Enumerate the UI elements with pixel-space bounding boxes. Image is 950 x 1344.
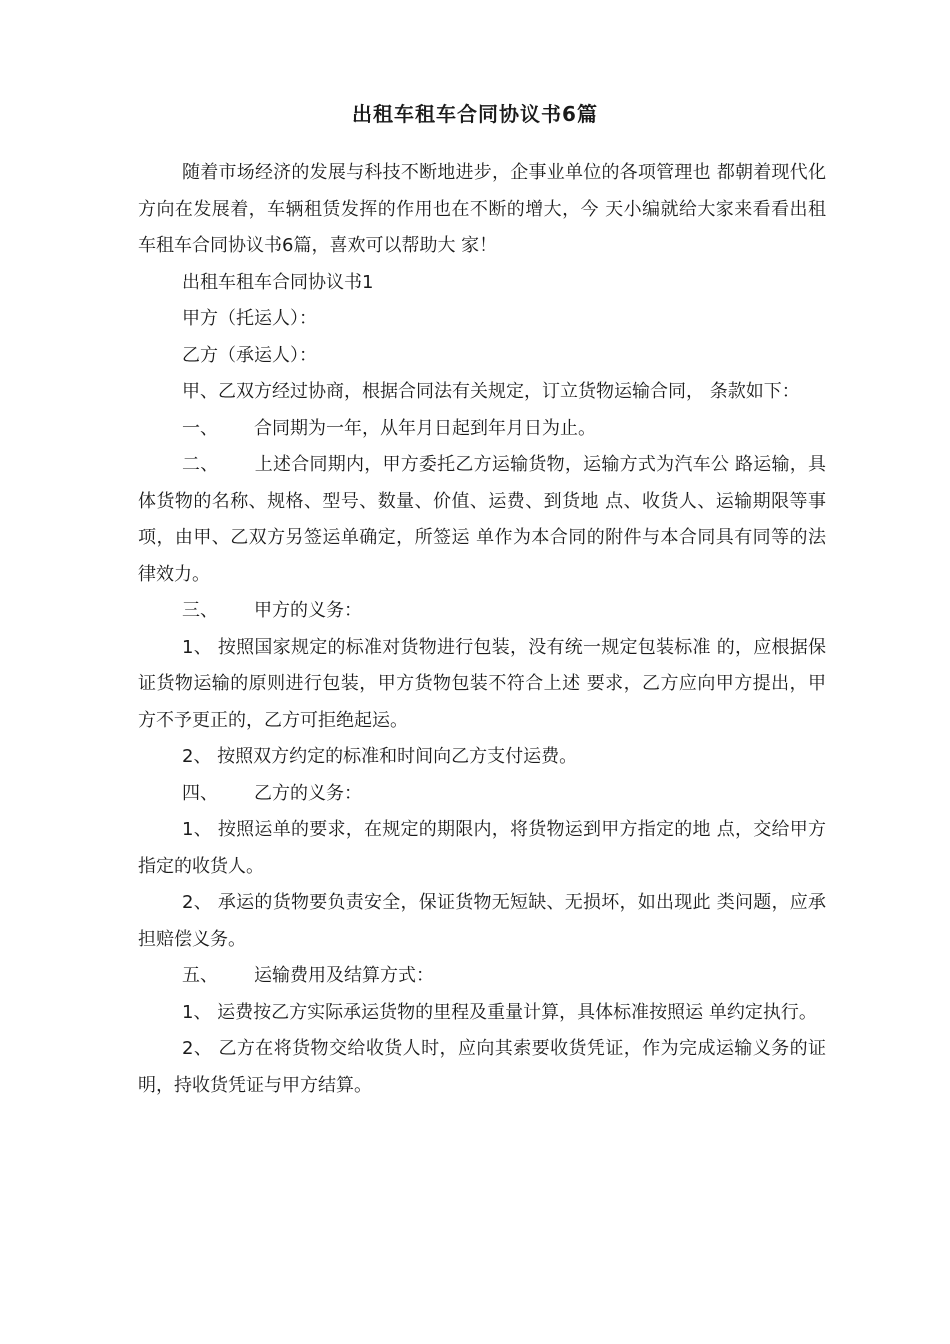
contract-heading: 出租车租车合同协议书1 [182, 271, 374, 293]
payment-term-2: 2、 乙方在将货物交给收货人时，应向其索要收货凭证，作为完成运输义务的证明，持收货凭证与甲方结算。 [138, 1038, 826, 1096]
section-text: 甲方的义务： [254, 600, 362, 621]
section-2 [138, 447, 826, 593]
document-title: 出租车租车合同协议书6篇 [352, 102, 598, 126]
document-body [138, 155, 826, 1104]
party-a-duty-2: 2、 按照双方约定的标准和时间向乙方支付运费。 [182, 746, 578, 767]
section-number: 四、 [182, 782, 218, 804]
section-5 [138, 958, 826, 995]
section-number: 二、 [182, 454, 219, 475]
party-b-line: 乙方（承运人）： [182, 344, 317, 366]
section-1 [138, 411, 826, 448]
party-a-line: 甲方（托运人）： [182, 308, 317, 329]
section-text: 运输费用及结算方式： [254, 965, 434, 986]
party-b-duty-1: 1、 按照运单的要求，在规定的期限内，将货物运到甲方指定的地 点，交给甲方指定的收货人。 [138, 819, 826, 877]
intro-paragraph: 随着市场经济的发展与科技不断地进步，企事业单位的各项管理也 都朝着现代化方向在发展着，车辆租赁发挥的作用也在不断的增大，今 天小编就给大家来看看出租车租车合同协议书6篇，喜欢可以帮助大 家！ [138, 162, 826, 256]
section-4 [138, 776, 826, 813]
section-number: 一、 [182, 417, 218, 439]
section-text: 上述合同期内，甲方委托乙方运输货物，运输方式为汽车公 路运输，具体货物的名称、规格、型号、数量、价值、运费、到货地 点、收货人、运输期限等事项，由甲、乙双方另签运单确定，所签运 单作为本合同的附件与本合同具有同等的法律效力。 [138, 454, 827, 585]
section-text: 乙方的义务： [254, 782, 362, 804]
section-number: 三、 [182, 600, 218, 621]
payment-term-1: 1、 运费按乙方实际承运货物的里程及重量计算，具体标准按照运 单约定执行。 [182, 1001, 817, 1023]
party-b-duty-2: 2、 承运的货物要负责安全，保证货物无短缺、无损坏，如出现此 类问题，应承担赔偿义务。 [138, 892, 826, 950]
section-number: 五、 [182, 965, 218, 986]
party-a-duty-1: 1、 按照国家规定的标准对货物进行包装，没有统一规定包装标准 的，应根据保证货物运输的原则进行包装，甲方货物包装不符合上述 要求，乙方应向甲方提出，甲方不予更正的，乙方可拒绝起运。 [138, 636, 826, 731]
preamble-paragraph: 甲、乙双方经过协商，根据合同法有关规定，订立货物运输合同， 条款如下： [182, 381, 800, 402]
section-text: 合同期为一年，从年月日起到年月日为止。 [254, 417, 596, 439]
section-3 [138, 593, 826, 630]
